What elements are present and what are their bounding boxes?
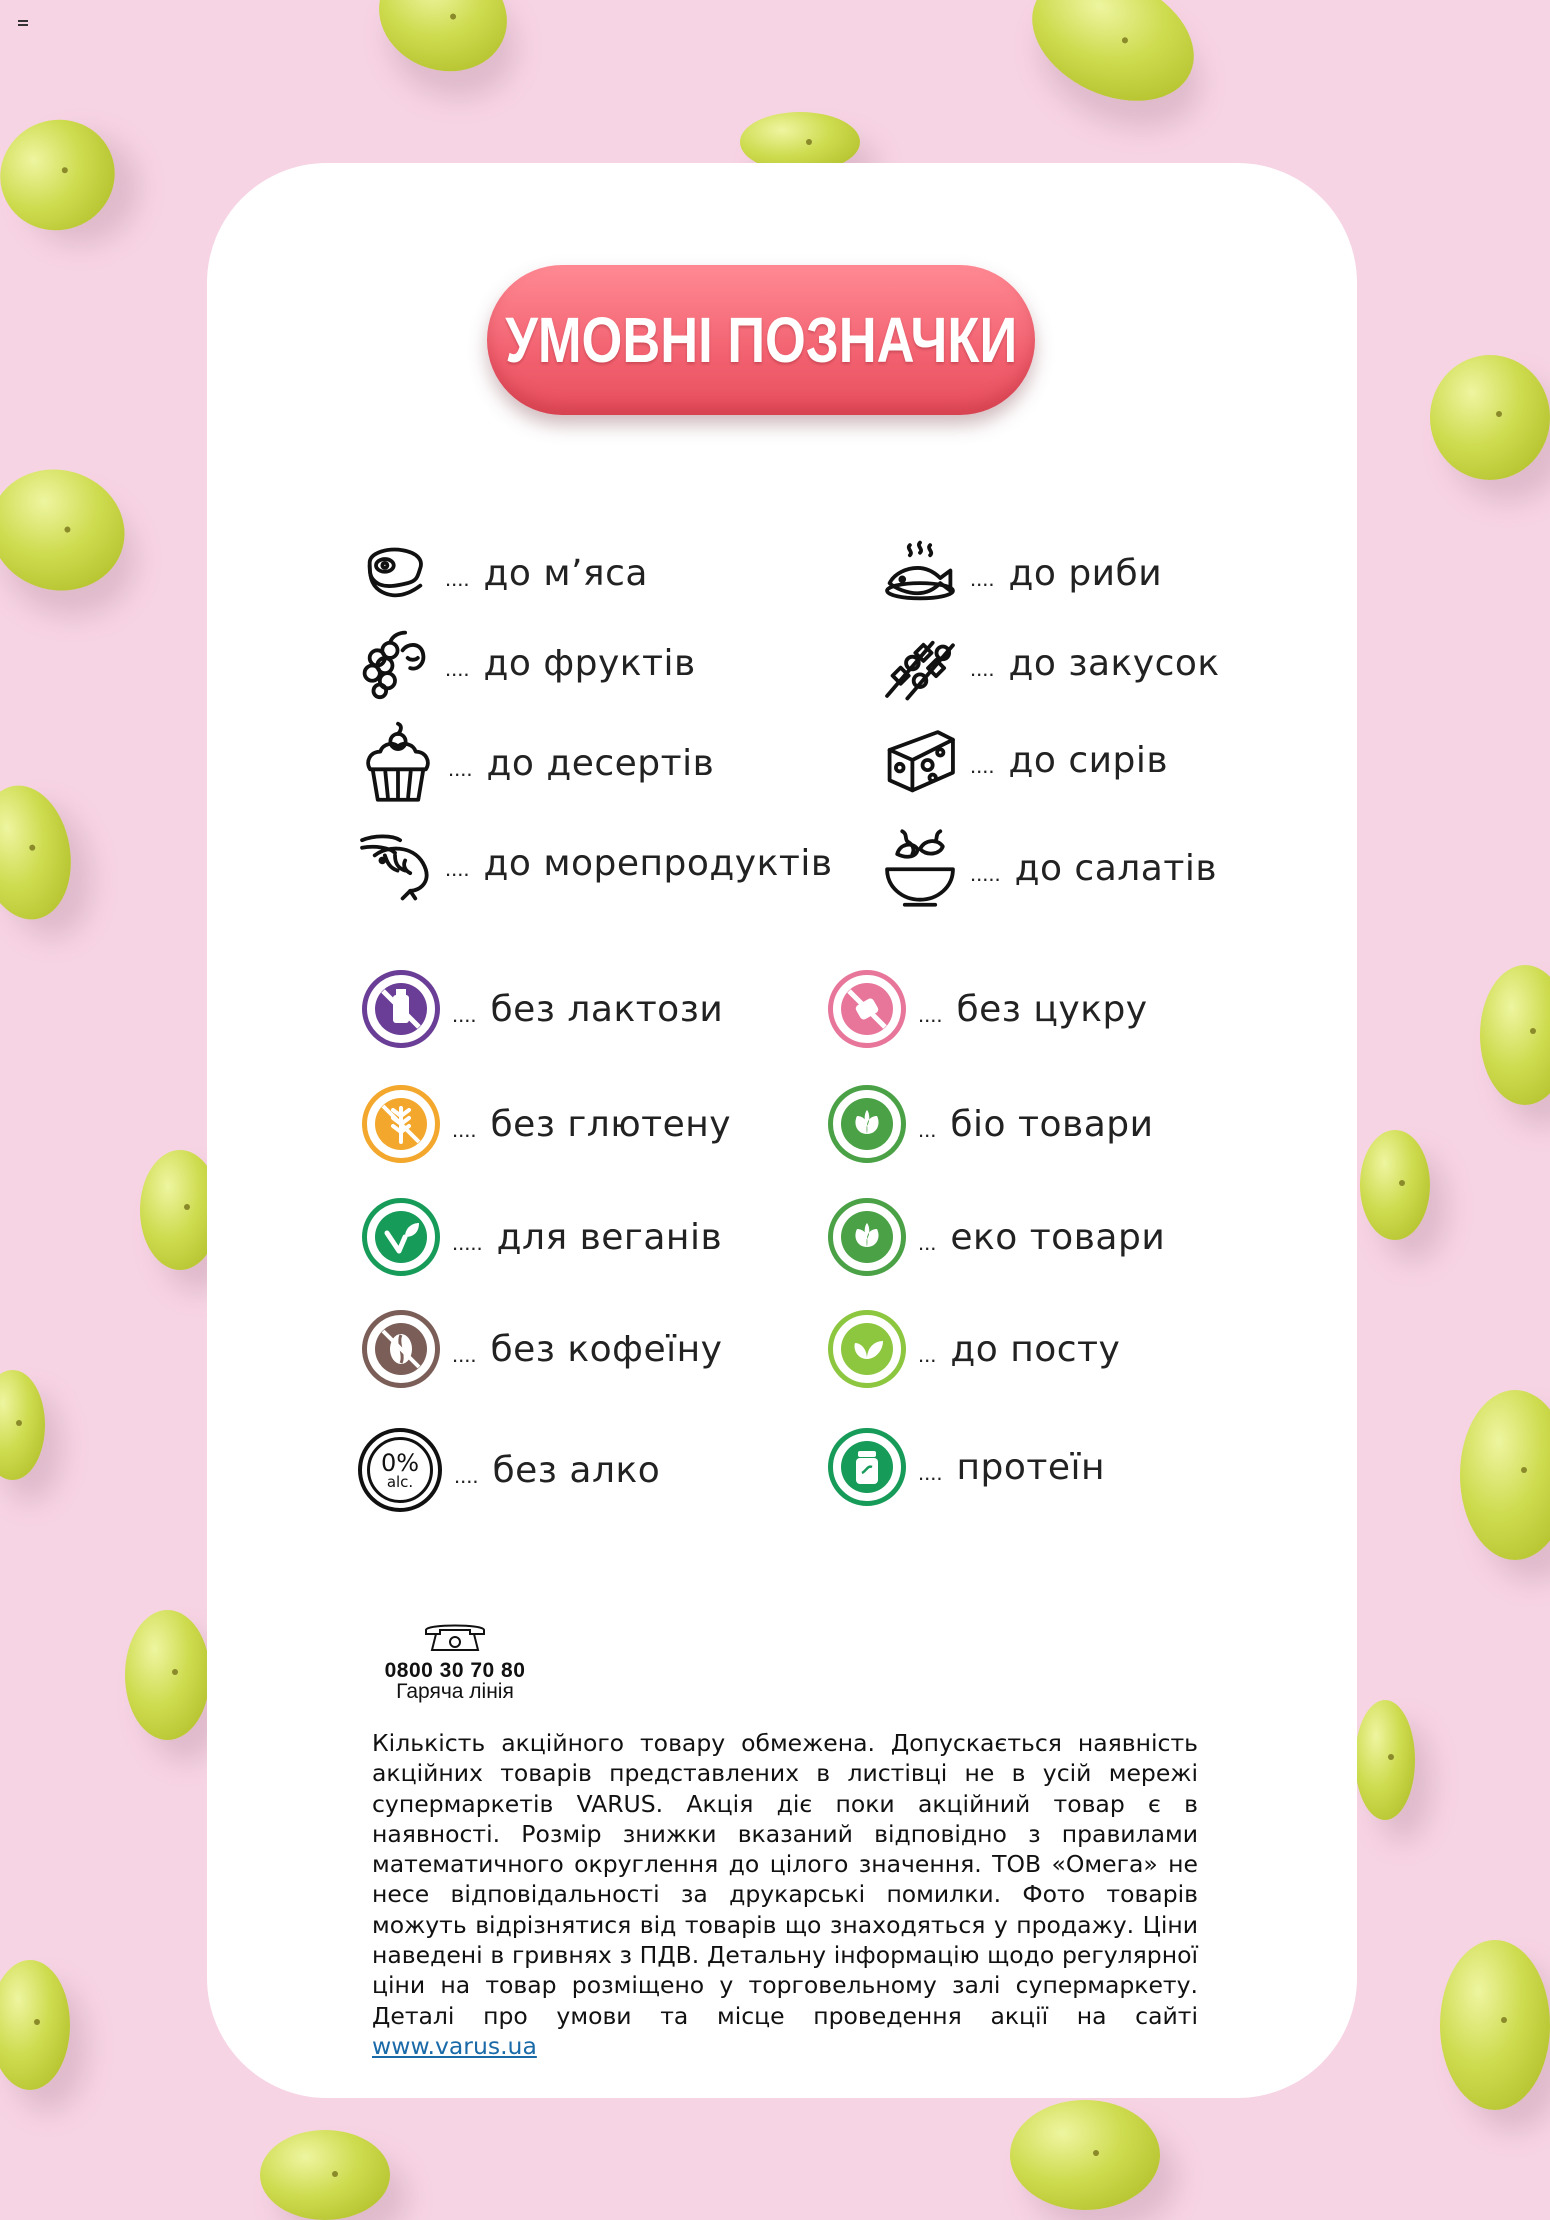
legend-label: до десертів (486, 742, 715, 784)
leader-dots: ... (918, 1230, 937, 1255)
leader-dots: .... (970, 656, 995, 681)
legend-item-lent (828, 1310, 1120, 1388)
legend-label: еко товари (950, 1216, 1166, 1258)
legend-item-seafood (357, 825, 833, 901)
shrimp-icon (357, 825, 433, 901)
legend-label: протеїн (956, 1446, 1106, 1488)
legend-item-cheese (882, 722, 1168, 798)
leader-dots: .... (452, 1002, 477, 1027)
legend-label: без глютену (490, 1103, 732, 1145)
leader-dots: .... (454, 1463, 479, 1488)
no-sugar-icon (828, 970, 906, 1048)
leader-dots: .... (448, 756, 473, 781)
badge-percent: 0% (380, 1448, 420, 1477)
skewers-icon (882, 625, 958, 701)
eco-icon (828, 1198, 906, 1276)
leader-dots: .... (918, 1460, 943, 1485)
leader-dots: .... (445, 566, 470, 591)
legend-item-fruits (357, 625, 696, 701)
no-caffeine-icon (362, 1310, 440, 1388)
legend-item-meat (357, 535, 648, 611)
leader-dots: ... (918, 1117, 937, 1142)
leader-dots: .... (970, 566, 995, 591)
legend-item-fish (882, 535, 1162, 611)
leader-dots: ..... (970, 861, 1001, 886)
lent-icon (828, 1310, 906, 1388)
leader-dots: .... (452, 1342, 477, 1367)
fish-icon (882, 535, 958, 611)
salad-bowl-icon (882, 825, 958, 911)
legend-label: без алко (492, 1449, 661, 1491)
cheese-icon (882, 722, 958, 798)
legend-item-no-gluten (362, 1085, 731, 1163)
fruits-icon (357, 625, 433, 701)
protein-icon (828, 1428, 906, 1506)
disclaimer-text: Кількість акційного товару обмежена. Допускається наявність акційних товарів представлених в листівці не в усій мережі супермаркетів VARUS. Акція діє поки акційний товар є в наявності. Розмір знижки вказаний відповідно з правилами математичного округлення до цілого значення. ТОВ «Омега» не несе відповідальності за друкарські помилки. Фото товарів можуть відрізнятися від товарів що знаходяться у продажу. Ціни наведені в гривнях з ПДВ. Детальну інформацію щодо регулярної ціни на товар розміщено у торговельному залі супермаркету. Деталі про умови та місце проведення акції на сайті (372, 1729, 1198, 2030)
no-lactose-icon (362, 970, 440, 1048)
leader-dots: ..... (452, 1230, 483, 1255)
page-title: УМОВНІ ПОЗНАЧКИ (505, 304, 1017, 376)
website-link[interactable]: www.varus.ua (372, 2031, 537, 2060)
legend-label: до морепродуктів (483, 842, 833, 884)
legend-label: до посту (950, 1328, 1121, 1370)
telephone-icon (422, 1620, 488, 1654)
steak-icon (357, 535, 433, 611)
legend-label: для веганів (496, 1216, 723, 1258)
no-gluten-icon (362, 1085, 440, 1163)
leader-dots: .... (445, 856, 470, 881)
leader-dots: ... (918, 1342, 937, 1367)
hotline-caption: Гаряча лінія (396, 1680, 514, 1703)
leader-dots: .... (970, 753, 995, 778)
legend-item-no-sugar (828, 970, 1148, 1048)
legend-item-no-alcohol (358, 1428, 660, 1512)
legend-item-bio (828, 1085, 1154, 1163)
legend-label: до м’яса (483, 552, 648, 594)
leader-dots: .... (445, 656, 470, 681)
legend-item-vegan (362, 1198, 722, 1276)
legend-label: без лактози (490, 988, 724, 1030)
legend-label: біо товари (950, 1103, 1154, 1145)
legend-item-eco (828, 1198, 1165, 1276)
leader-dots: .... (452, 1117, 477, 1142)
disclaimer (372, 1728, 1198, 2061)
legend-label: до закусок (1008, 642, 1220, 684)
legend-item-no-lactose (362, 970, 723, 1048)
legend-label: до риби (1008, 552, 1163, 594)
legend-label: без цукру (956, 988, 1148, 1030)
leader-dots: .... (918, 1002, 943, 1027)
legend-title-pill (487, 265, 1035, 415)
badge-sub: alc. (386, 1472, 414, 1491)
no-alcohol-icon (358, 1428, 442, 1512)
bio-icon (828, 1085, 906, 1163)
legend-item-snacks (882, 625, 1220, 701)
menu-icon[interactable] (18, 20, 28, 28)
legend-item-desserts (360, 718, 714, 808)
legend-label: без кофеїну (490, 1328, 723, 1370)
legend-label: до фруктів (483, 642, 696, 684)
vegan-icon (362, 1198, 440, 1276)
legend-label: до салатів (1014, 847, 1218, 889)
legend-label: до сирів (1008, 739, 1169, 781)
legend-item-no-caffeine (362, 1310, 722, 1388)
hotline-number[interactable]: 0800 30 70 80 (384, 1659, 526, 1682)
legend-item-protein (828, 1428, 1105, 1506)
legend-item-salads (882, 825, 1217, 911)
cupcake-icon (360, 718, 436, 808)
hotline (370, 1620, 540, 1704)
